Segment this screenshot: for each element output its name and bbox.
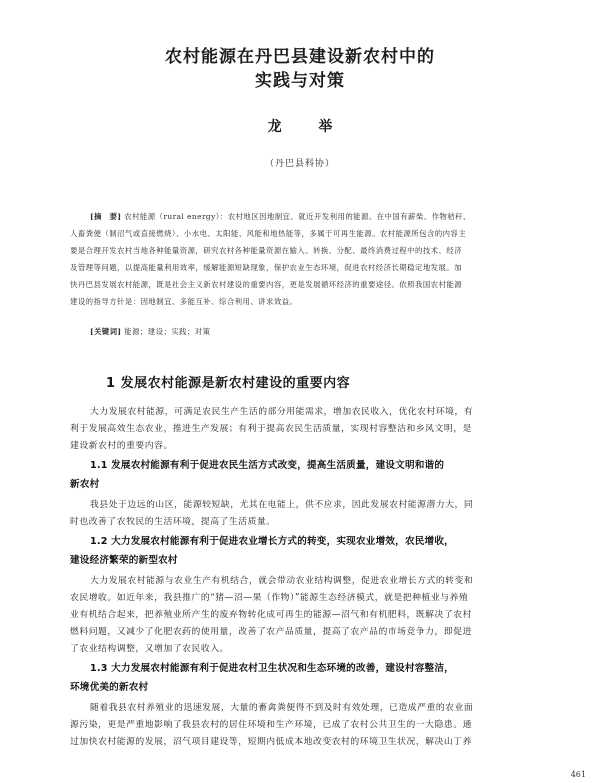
paragraph-line: 建设新农村的重要内容。 [70, 441, 173, 451]
paragraph-line: 大力发展农村能源与农业生产有机结合，就会带动农业结构调整，促进农业增长方式的转变和 [90, 576, 474, 586]
subsection-1-1-heading: 1.1 发展农村能源有利于促进农民生活方式改变，提高生活质量，建设文明和谐的 [90, 460, 445, 471]
abstract-text: 农村能源（rural energy）：农村地区因地制宜、就近开发利用的能源。在中国有薪柴、作物秸秆、 [124, 212, 471, 221]
paragraph-line: 了农业结构调整，又增加了农民收入。 [70, 644, 229, 654]
paragraph-line: 利于发展高效生态农业，推进生产发展；有利于提高农民生活质量，实现村容整洁和乡风文明，是 [70, 424, 472, 434]
paragraph-line: 业有机结合起来，把养殖业所产生的废弃物转化成可再生的能源—沼气和有机肥料，既解决了农村 [70, 610, 472, 620]
author-affiliation: （丹巴县科协） [264, 159, 335, 169]
keywords-line [90, 326, 540, 337]
paper-title-line-1: 农村能源在丹巴县建设新农村中的 [165, 47, 435, 67]
subsection-1-2-heading: 1.2 大力发展农村能源有利于促进农业增长方式的转变，实现农业增效，农民增收， [90, 536, 454, 547]
paragraph-line: 大力发展农村能源，可满足农民生产生活的部分用能需求，增加农民收入，优化农村环境，有 [90, 407, 474, 417]
paragraph-line: 过加快农村能源的发展，沼气项目建设等，短期内低成本地改变农村的环境卫生状况，解决山丁养 [70, 737, 472, 747]
paragraph-line: 农民增收。如近年来，我县推广的“猪—沼—果（作物）”能源生态经济模式，就是把种植业与养殖 [70, 593, 469, 603]
paragraph-line: 随着我县农村养殖业的迅速发展，大量的畜禽粪便得不到及时有效处理，已造成严重的农业面 [90, 703, 474, 713]
abstract-line: 及管理等问题，以提高能量利用效率，缓解能源短缺现象，保护农业生态环境，促进农村经济长期稳定地发展。加 [70, 263, 463, 272]
keywords-label: [关键词] [90, 327, 122, 336]
section-1-heading: 1 发展农村能源是新农村建设的重要内容 [106, 376, 351, 391]
subsection-1-3-heading: 环境优美的新农村 [70, 682, 149, 693]
paragraph-line: 燃料问题，又减少了化肥农药的使用量，改善了农产品质量，提高了农产品的市场竞争力，即促进 [70, 627, 472, 637]
paragraph-line: 我县处于边远的山区，能源较短缺，尤其在电能上，供不应求，因此发展农村能源潜力大，同 [90, 500, 474, 510]
abstract-line: 人畜粪便（制沼气或直接燃烧）、小水电、太阳能、风能和地热能等，多属于可再生能源。农村能源所包含的内容主 [70, 229, 467, 238]
abstract-line: 建设的指导方针是：因地制宜、多能互补、综合利用、讲求效益。 [70, 297, 298, 306]
paragraph-line: 源污染，更是严重地影响了我县农村的居住环境和生产环境，已成了农村公共卫生的一大隐患。通 [70, 720, 472, 730]
abstract-line: 要是合理开发农村当地各种能量资源，研究农村各种能量资源在输入、转换、分配、最终消费过程中的技术、经济 [70, 246, 463, 255]
subsection-1-1-heading: 新农村 [70, 479, 100, 490]
paragraph-line: 时也改善了农牧民的生活环境，提高了生活质量。 [70, 517, 276, 527]
subsection-1-2-heading: 建设经济繁荣的新型农村 [70, 555, 178, 566]
abstract-line: 快丹巴县发展农村能源，既是社会主义新农村建设的重要内容，更是发展循环经济的重要途径。依照我国农村能源 [70, 280, 463, 289]
paper-title-line-2: 实践与对策 [255, 71, 345, 91]
keywords-text: 能源；建设；实践；对策 [124, 327, 211, 336]
abstract-label: [摘 要] [90, 212, 122, 221]
abstract-line [90, 211, 540, 222]
page-number: 461 [570, 770, 586, 779]
author-name: 龙 举 [267, 119, 349, 135]
subsection-1-3-heading: 1.3 大力发展农村能源有利于促进农村卫生状况和生态环境的改善，建设村容整洁， [90, 663, 454, 674]
